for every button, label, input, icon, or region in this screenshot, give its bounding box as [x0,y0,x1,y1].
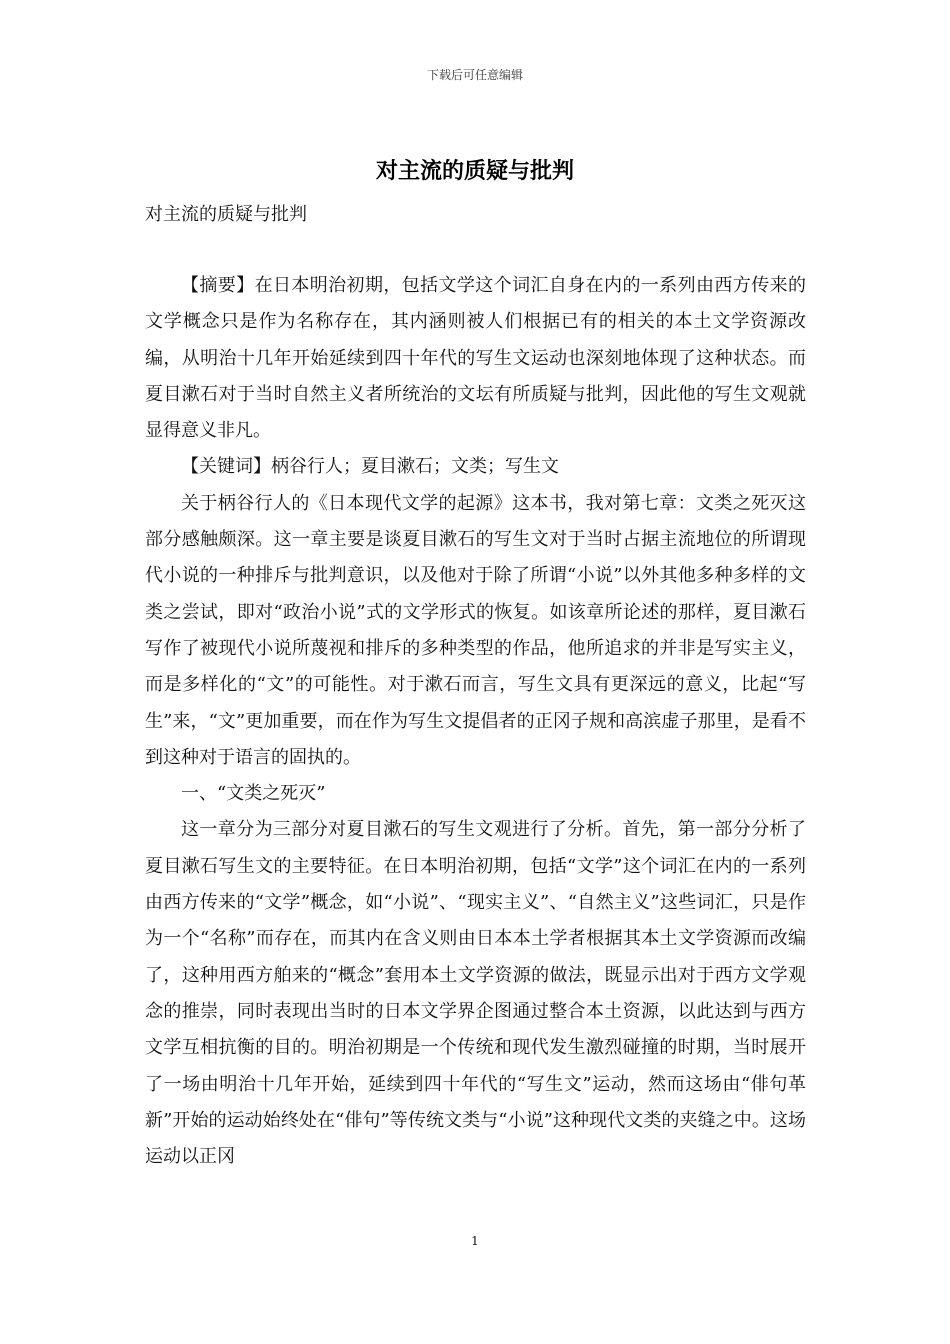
page-number: 1 [471,1234,479,1248]
page-header: 下载后可任意编辑 [426,68,523,82]
section-heading: 一、“文类之死灭” [181,783,326,805]
document-subtitle: 对主流的质疑与批判 [145,204,307,225]
document-body [145,268,806,1175]
abstract-paragraph: 【摘要】在日本明治初期，包括文学这个词汇自身在内的一系列由西方传来的文学概念只是作为名称存在，其内涵则被人们根据已有的相关的本土文学资源改编，从明治十几年开始延续到四十年代的写生文运动也深刻地体现了这种状态。而夏目漱石对于当时自然主义者所统治的文坛有所质疑与批判，因此他的写生文观就显得意义非凡。 [145,275,806,442]
body-paragraph: 关于柄谷行人的《日本现代文学的起源》这本书，我对第七章：文类之死灭这部分感触颇深。这一章主要是谈夏目漱石的写生文对于当时占据主流地位的所谓现代小说的一种排斥与批判意识，以及他对于除了所谓“小说”以外其他多种多样的文类之尝试，即对“政治小说”式的文学形式的恢复。如该章所论述的那样，夏目漱石写作了被现代小说所蔑视和排斥的多种类型的作品，他所追求的并非是写实主义，而是多样化的“文”的可能性。对于漱石而言，写生文具有更深远的意义，比起“写生”来，“文”更加重要，而在作为写生文提倡者的正冈子规和高滨虚子那里，是看不到这种对于语言的固执的。 [145,492,806,768]
document-title: 对主流的质疑与批判 [375,158,574,184]
body-paragraph: 这一章分为三部分对夏目漱石的写生文观进行了分析。首先，第一部分分析了夏目漱石写生文的主要特征。在日本明治初期，包括“文学”这个词汇在内的一系列由西方传来的“文学”概念，如“小说”、“现实主义”、“自然主义”这些词汇，只是作为一个“名称”而存在，而其内在含义则由日本本土学者根据其本土文学资源而改编了，这种用西方舶来的“概念”套用本土文学资源的做法，既显示出对于西方文学观念的推崇，同时表现出当时的日本文学界企图通过整合本土资源，以此达到与西方文学互相抗衡的目的。明治初期是一个传统和现代发生激烈碰撞的时期，当时展开了一场由明治十几年开始，延续到四十年代的“写生文”运动，然而这场由“俳句革新”开始的运动始终处在“俳句”等传统文类与“小说”这种现代文类的夹缝之中。这场运动以正冈 [145,819,806,1168]
keywords-paragraph: 【关键词】柄谷行人；夏目漱石；文类；写生文 [181,456,559,478]
